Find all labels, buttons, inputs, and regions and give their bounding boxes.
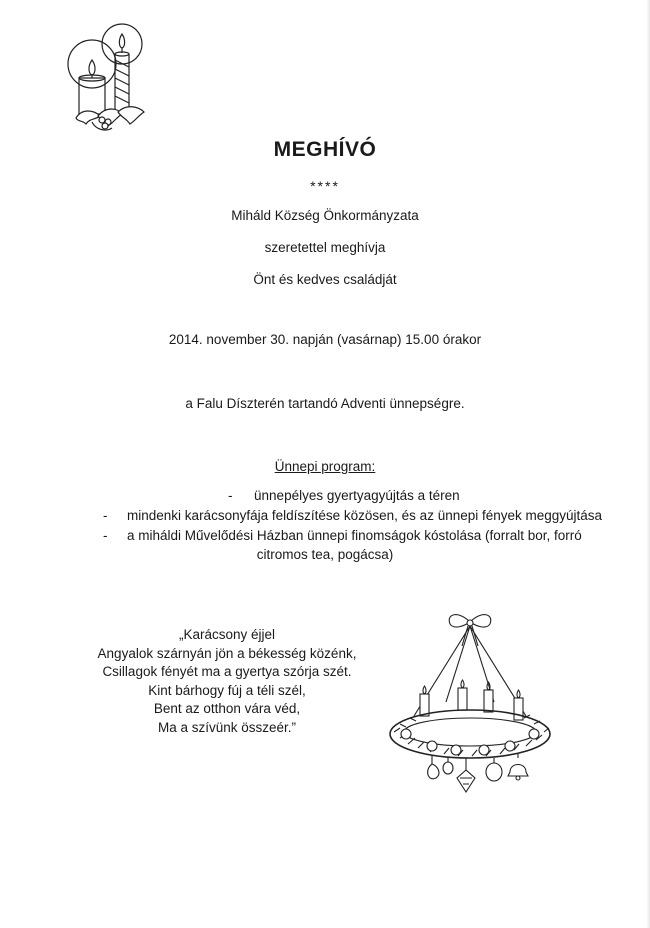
candles-holly-icon [62, 22, 157, 140]
event-line: a Falu Díszterén tartandó Adventi ünnepségre. [185, 396, 465, 411]
poem-line: Kint bárhogy fúj a téli szél, [148, 682, 306, 698]
poem-line: Angyalok szárnyán jön a békesség közénk, [97, 645, 357, 661]
program-item-text: mindenki karácsonyfája feldíszítése közösen, és az ünnepi fények meggyújtása [127, 508, 603, 523]
bullet-dash: - [103, 508, 108, 523]
stars-divider: **** [310, 178, 340, 194]
program-item [103, 528, 582, 543]
advent-wreath-icon [384, 606, 556, 806]
bullet-dash: - [228, 488, 233, 503]
poem [82, 626, 372, 737]
poem-line: Csillagok fényét ma a gyertya szórja szét. [102, 664, 352, 679]
poem-line: Bent az otthon vára véd, [153, 701, 301, 716]
invitation-title: MEGHÍVÓ [273, 138, 377, 161]
program-item-text: ünnepélyes gyertyagyújtás a téren [254, 488, 460, 503]
date-line: 2014. november 30. napján (vasárnap) 15.00 órakor [168, 332, 482, 347]
host-line: Miháld Község Önkormányzata [231, 208, 419, 223]
bullet-dash: - [103, 528, 108, 543]
program-item-text: a miháldi Művelődési Házban ünnepi finomságok kóstolása (forralt bor, forró [127, 528, 582, 543]
program-item [103, 508, 602, 523]
recipient-line: Önt és kedves családját [253, 272, 397, 287]
poem-line: Ma a szívünk összeér.” [157, 719, 297, 735]
invites-line: szeretettel meghívja [264, 240, 386, 255]
program-item-continuation: citromos tea, pogácsa) [256, 547, 394, 562]
poem-line: „Karácsony éjjel [178, 627, 276, 642]
program-item [228, 488, 460, 503]
program-heading: Ünnepi program: [274, 459, 376, 474]
